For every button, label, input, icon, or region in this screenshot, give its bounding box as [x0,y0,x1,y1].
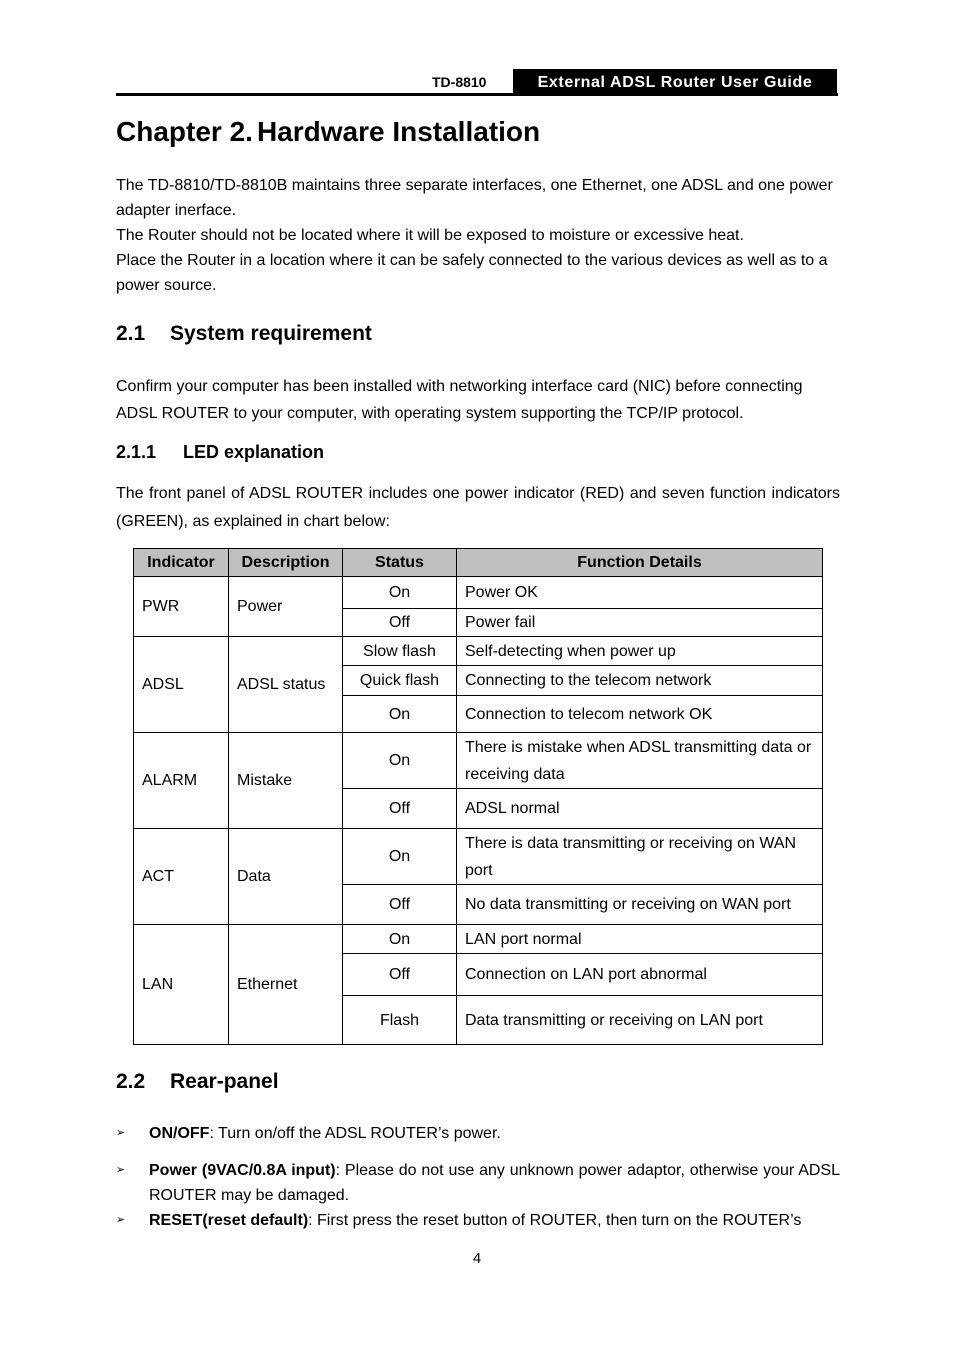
header-description: Description [229,549,343,577]
section-2-1-heading [116,322,372,346]
section-title: Rear-panel [170,1070,279,1093]
section-number: 2.1 [116,322,146,345]
header-rule [116,93,838,96]
bullet-text: : Turn on/off the ADSL ROUTER’s power. [209,1125,501,1142]
table-row [134,829,823,885]
section-title: System requirement [170,322,372,345]
description-cell: ADSL status [229,637,343,733]
table-row [134,925,823,954]
details-cell: There is mistake when ADSL transmitting data or receiving data [457,733,823,789]
details-cell: No data transmitting or receiving on WAN port [457,885,823,925]
details-cell: Power fail [457,609,823,637]
table-header-row [134,549,823,577]
status-cell: Off [343,954,457,996]
status-cell: On [343,733,457,789]
subsection-title: LED explanation [183,442,325,462]
description-cell: Data [229,829,343,925]
indicator-cell: ADSL [134,637,229,733]
details-cell: Connection to telecom network OK [457,696,823,733]
list-item [116,1158,840,1208]
description-cell: Mistake [229,733,343,829]
details-cell: Self-detecting when power up [457,637,823,666]
description-cell: Ethernet [229,925,343,1045]
bullet-text: : First press the reset button of ROUTER, then turn on the ROUTER’s [308,1212,802,1229]
indicator-cell: ACT [134,829,229,925]
indicator-cell: LAN [134,925,229,1045]
status-cell: Flash [343,996,457,1045]
header-status: Status [343,549,457,577]
details-cell: LAN port normal [457,925,823,954]
details-cell: Data transmitting or receiving on LAN port [457,996,823,1045]
status-cell: Slow flash [343,637,457,666]
table-row [134,577,823,609]
details-cell: ADSL normal [457,789,823,829]
header-guide-title: External ADSL Router User Guide [513,69,837,94]
header-indicator: Indicator [134,549,229,577]
bullet-term: RESET(reset default) [149,1212,309,1229]
details-cell: Connection on LAN port abnormal [457,954,823,996]
list-item [116,1121,840,1146]
page-number: 4 [472,1250,482,1267]
intro-paragraph [116,173,840,298]
arrow-bullet-icon: ➢ [116,1127,126,1139]
header-function-details: Function Details [457,549,823,577]
table-row [134,637,823,666]
chapter-title: Hardware Installation [256,116,541,147]
status-cell: On [343,829,457,885]
details-cell: Connecting to the telecom network [457,666,823,696]
arrow-bullet-icon: ➢ [116,1164,126,1176]
indicator-cell: ALARM [134,733,229,829]
details-cell: Power OK [457,577,823,609]
subsection-number: 2.1.1 [116,442,157,462]
header-model: TD-8810 [432,74,487,90]
section-2-2-heading [116,1070,279,1094]
intro-line-1: The TD-8810/TD-8810B maintains three separate interfaces, one Ethernet, one ADSL and one power adapter inerface. [116,177,833,219]
led-table [133,548,823,1045]
description-cell: Power [229,577,343,637]
bullet-term: Power (9VAC/0.8A input) [149,1162,336,1179]
status-cell: Off [343,609,457,637]
indicator-cell: PWR [134,577,229,637]
bullet-term: ON/OFF [149,1125,210,1142]
chapter-number: Chapter 2. [116,116,253,147]
bullet-text: : Please do not use any unknown power adaptor, otherwise your ADSL ROUTER may be damaged. [149,1162,841,1204]
chapter-heading [116,116,540,148]
table-row [134,733,823,789]
status-cell: On [343,577,457,609]
list-item [116,1208,840,1233]
section-2-1-1-heading [116,442,324,463]
status-cell: Off [343,789,457,829]
led-intro-text: The front panel of ADSL ROUTER includes one power indicator (RED) and seven function indicators (GREEN), as explained in chart below: [116,485,840,530]
status-cell: On [343,696,457,733]
status-cell: Off [343,885,457,925]
status-cell: On [343,925,457,954]
arrow-bullet-icon: ➢ [116,1214,126,1226]
details-cell: There is data transmitting or receiving on WAN port [457,829,823,885]
intro-line-3: Place the Router in a location where it can be safely connected to the various devices as well as to a power source. [116,252,828,294]
section-number: 2.2 [116,1070,146,1093]
intro-line-2: The Router should not be located where it will be exposed to moisture or excessive heat. [116,227,744,244]
system-requirement-text: Confirm your computer has been installed with networking interface card (NIC) before connecting ADSL ROUTER to your computer, with operating system supporting the TCP/IP protocol. [116,378,803,422]
status-cell: Quick flash [343,666,457,696]
